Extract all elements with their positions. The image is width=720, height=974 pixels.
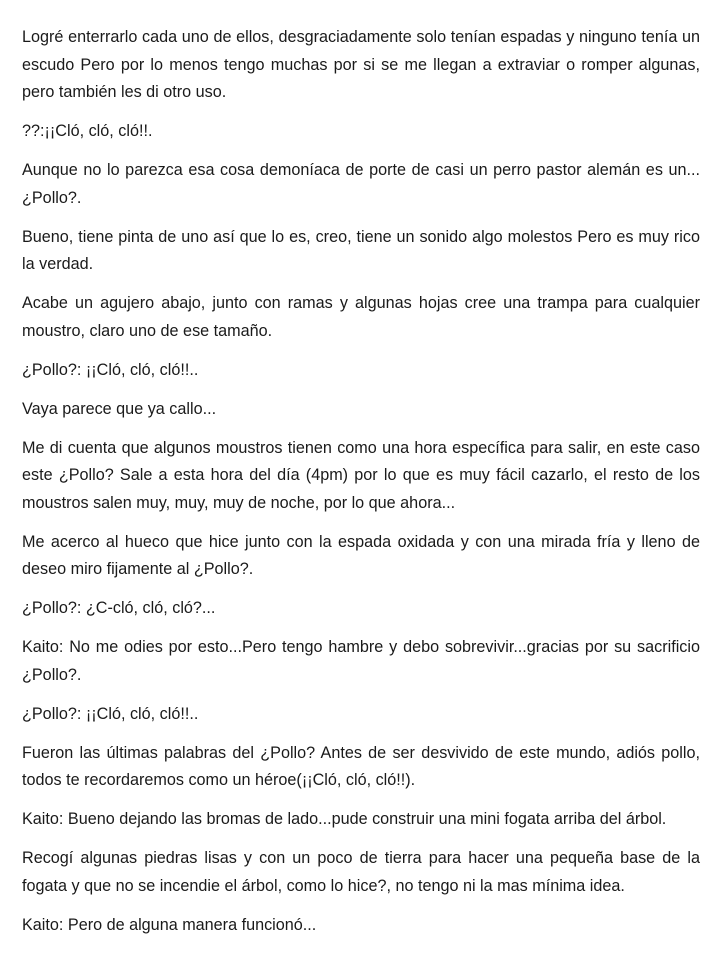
paragraph: Kaito: Pero de alguna manera funcionó...	[22, 915, 317, 934]
paragraph: Bueno, tiene pinta de uno así que lo es, creo, tiene un sonido algo molestos Pero es muy rico la verdad.	[22, 227, 700, 273]
paragraph: Acabe un agujero abajo, junto con ramas y algunas hojas cree una trampa para cualquier moustro, claro uno de ese tamaño.	[22, 294, 700, 340]
document-page	[22, 24, 700, 951]
paragraph: ¿Pollo?: ¡¡Cló, cló, cló!!..	[22, 360, 199, 379]
paragraph: Kaito: Bueno dejando las bromas de lado...pude construir una mini fogata arriba del árbol.	[22, 810, 667, 828]
paragraph: Kaito: No me odies por esto...Pero tengo hambre y debo sobrevivir...gracias por su sacrificio ¿Pollo?.	[22, 638, 700, 684]
paragraph: Logré enterrarlo cada uno de ellos, desgraciadamente solo tenían espadas y ninguno tenía un escudo Pero por lo menos tengo muchas por si se me llegan a extraviar o romper algunas, pero también les di otro uso.	[22, 28, 700, 101]
paragraph: Recogí algunas piedras lisas y con un poco de tierra para hacer una pequeña base de la fogata y que no se incendie el árbol, como lo hice?, no tengo ni la mas mínima idea.	[22, 849, 700, 895]
paragraph: Me acerco al hueco que hice junto con la espada oxidada y con una mirada fría y lleno de deseo miro fijamente al ¿Pollo?.	[22, 532, 700, 578]
paragraph: Vaya parece que ya callo...	[22, 399, 217, 418]
paragraph: ??:¡¡Cló, cló, cló!!.	[22, 122, 153, 140]
paragraph: ¿Pollo?: ¡¡Cló, cló, cló!!..	[22, 704, 199, 723]
paragraph: Aunque no lo parezca esa cosa demoníaca de porte de casi un perro pastor alemán es un...¿Pollo?.	[22, 161, 700, 207]
paragraph: Fueron las últimas palabras del ¿Pollo? Antes de ser desvivido de este mundo, adiós pollo, todos te recordaremos como un héroe(¡¡Cló, cló, cló!!).	[22, 743, 700, 789]
paragraph: ¿Pollo?: ¿C-cló, cló, cló?...	[22, 599, 216, 617]
paragraph: Me di cuenta que algunos moustros tienen como una hora específica para salir, en este caso este ¿Pollo? Sale a esta hora del día (4pm) por lo que es muy fácil cazarlo, el resto de los moustros salen muy, muy, muy de noche, por lo que ahora...	[22, 438, 700, 512]
